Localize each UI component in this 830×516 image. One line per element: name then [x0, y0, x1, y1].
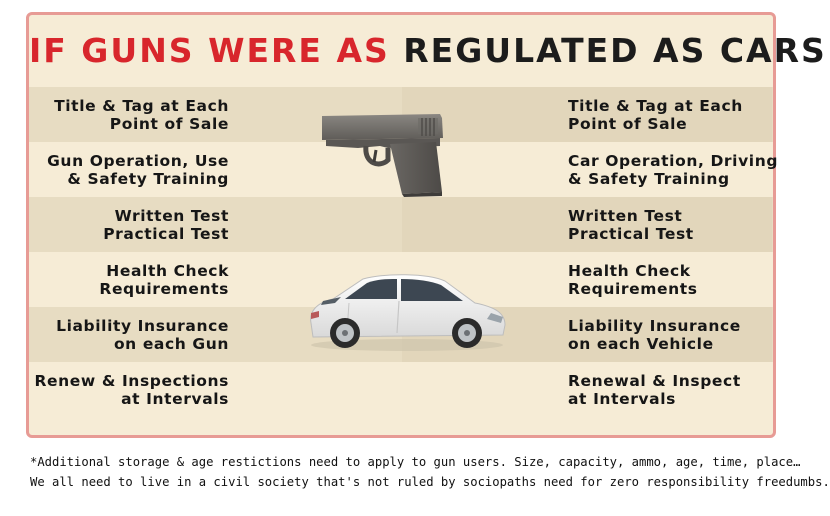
car-requirement-line2: Point of Sale: [568, 114, 688, 133]
car-image: [305, 273, 509, 353]
footnote-line2: We all need to live in a civil society that's not ruled by sociopaths need for zero responsibility freedumbs.: [30, 475, 830, 489]
car-requirement-line2: on each Vehicle: [568, 334, 714, 353]
gun-requirement: [103, 197, 229, 252]
car-requirement: [568, 252, 698, 307]
footnote: [30, 452, 830, 492]
gun-requirement-line1: Renew & Inspections: [34, 371, 229, 390]
comparison-row: [29, 362, 773, 417]
car-requirement: [568, 87, 743, 142]
gun-requirement-line1: Health Check: [106, 261, 229, 280]
comparison-row: [29, 197, 773, 252]
gun-requirement-line1: Gun Operation, Use: [47, 151, 229, 170]
infographic-title: [29, 29, 827, 73]
gun-requirement-line2: Requirements: [99, 279, 229, 298]
car-requirement-line1: Health Check: [568, 261, 691, 280]
car-requirement-line2: Practical Test: [568, 224, 694, 243]
gun-requirement: [99, 252, 229, 307]
car-requirement: [568, 362, 741, 417]
car-requirement-line2: at Intervals: [568, 389, 676, 408]
gun-requirement: [35, 362, 229, 417]
gun-requirement: [47, 142, 229, 197]
gun-requirement-line2: Point of Sale: [109, 114, 229, 133]
car-requirement-line2: & Safety Training: [568, 169, 730, 188]
title-red-part: IF GUNS WERE AS: [29, 31, 390, 70]
car-requirement: [568, 142, 778, 197]
gun-requirement-line2: at Intervals: [121, 389, 229, 408]
car-requirement-line1: Liability Insurance: [568, 316, 741, 335]
gun-requirement-line2: & Safety Training: [67, 169, 229, 188]
footnote-line1: *Additional storage & age restictions need to apply to gun users. Size, capacity, ammo, age, time, place…: [30, 455, 801, 469]
car-requirement-line1: Renewal & Inspect: [568, 371, 741, 390]
car-requirement-line2: Requirements: [568, 279, 698, 298]
car-requirement-line1: Car Operation, Driving: [568, 151, 779, 170]
car-requirement-line1: Written Test: [568, 206, 683, 225]
pistol-image: [318, 108, 448, 198]
gun-requirement-line2: Practical Test: [103, 224, 229, 243]
gun-requirement-line1: Liability Insurance: [56, 316, 229, 335]
gun-requirement-line1: Written Test: [114, 206, 229, 225]
gun-requirement: [56, 307, 229, 362]
car-requirement: [568, 307, 741, 362]
gun-requirement-line1: Title & Tag at Each: [54, 96, 229, 115]
gun-requirement-line2: on each Gun: [113, 334, 229, 353]
car-requirement-line1: Title & Tag at Each: [568, 96, 743, 115]
infographic-card: [26, 12, 827, 438]
car-requirement: [568, 197, 694, 252]
gun-requirement: [54, 87, 229, 142]
title-dark-part: REGULATED AS CARS: [403, 31, 827, 70]
